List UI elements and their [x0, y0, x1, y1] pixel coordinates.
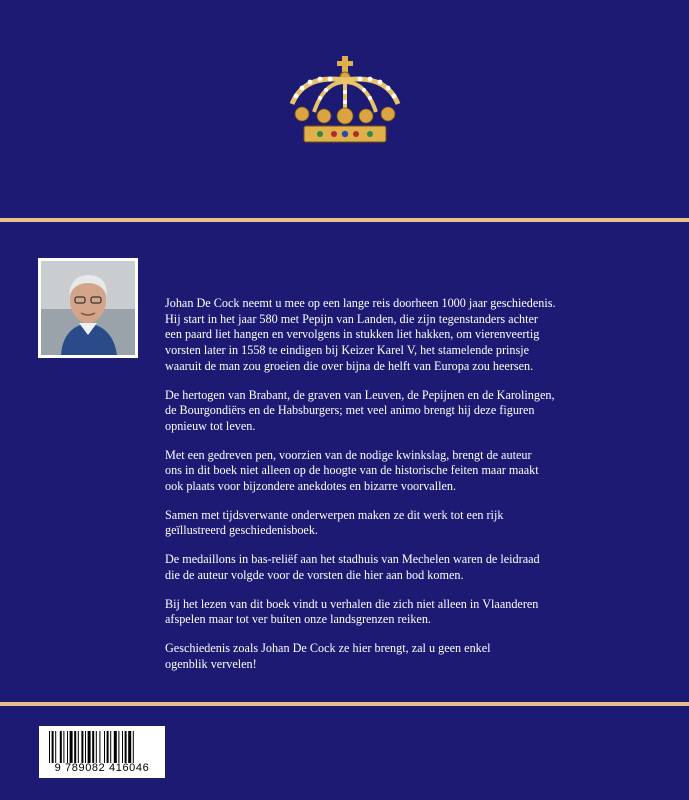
paragraph-illustrated: Samen met tijdsverwante onderwerpen maken ze dit werk tot een rijk geïllustreerd geschiedenisboek. — [165, 507, 504, 538]
paragraph-style: Met een gedreven pen, voorzien van de nodige kwinkslag, brengt de auteur ons in dit boek niet alleen op de hoogte van de historische feiten maar maakt ook plaats voor bijzondere anekdotes en bizarre voorvallen. — [165, 447, 539, 494]
paragraph-dynasties: De hertogen van Brabant, de graven van Leuven, de Pepijnen en de Karolingen, de Bourgondiërs en de Habsburgers; met veel animo brengt hij deze figuren opnieuw tot leven. — [165, 387, 555, 433]
bottom-gold-rule — [0, 702, 689, 706]
isbn-number: 9 789082 416046 — [54, 762, 150, 774]
paragraph-medallions: De medaillons in bas-reliëf aan het stadhuis van Mechelen waren de leidraad die de auteur volgde voor de vorsten die hier aan bod komen. — [165, 552, 540, 582]
portrait-image — [41, 261, 135, 355]
isbn-barcode — [39, 726, 165, 778]
paragraph-reach: Bij het lezen van dit boek vindt u verhalen die zich niet alleen in Vlaanderen afspelen maar tot ver buiten onze landsgrenzen reiken. — [165, 596, 539, 627]
crown-icon — [284, 52, 406, 152]
paragraph-intro: Johan De Cock neemt u mee op een lange reis doorheen 1000 jaar geschiedenis. Hij start in het jaar 580 met Pepijn van Landen, die zijn tegenstanders achter een paard liet hangen en vervolgens in stukken liet hakken, om vierenveertig vorsten later in 1558 te eindigen bij Keizer Karel V, het stamelende prinsje waaruit de man zou groeien die over bijna de helft van Europa zou heersen. — [165, 296, 556, 373]
top-gold-rule — [0, 218, 689, 222]
barcode-bars — [49, 731, 159, 763]
author-portrait — [38, 258, 138, 358]
back-cover-text — [165, 296, 635, 685]
paragraph-closing: Geschiedenis zoals Johan De Cock ze hier brengt, zal u geen enkel ogenblik vervelen! — [165, 640, 491, 671]
